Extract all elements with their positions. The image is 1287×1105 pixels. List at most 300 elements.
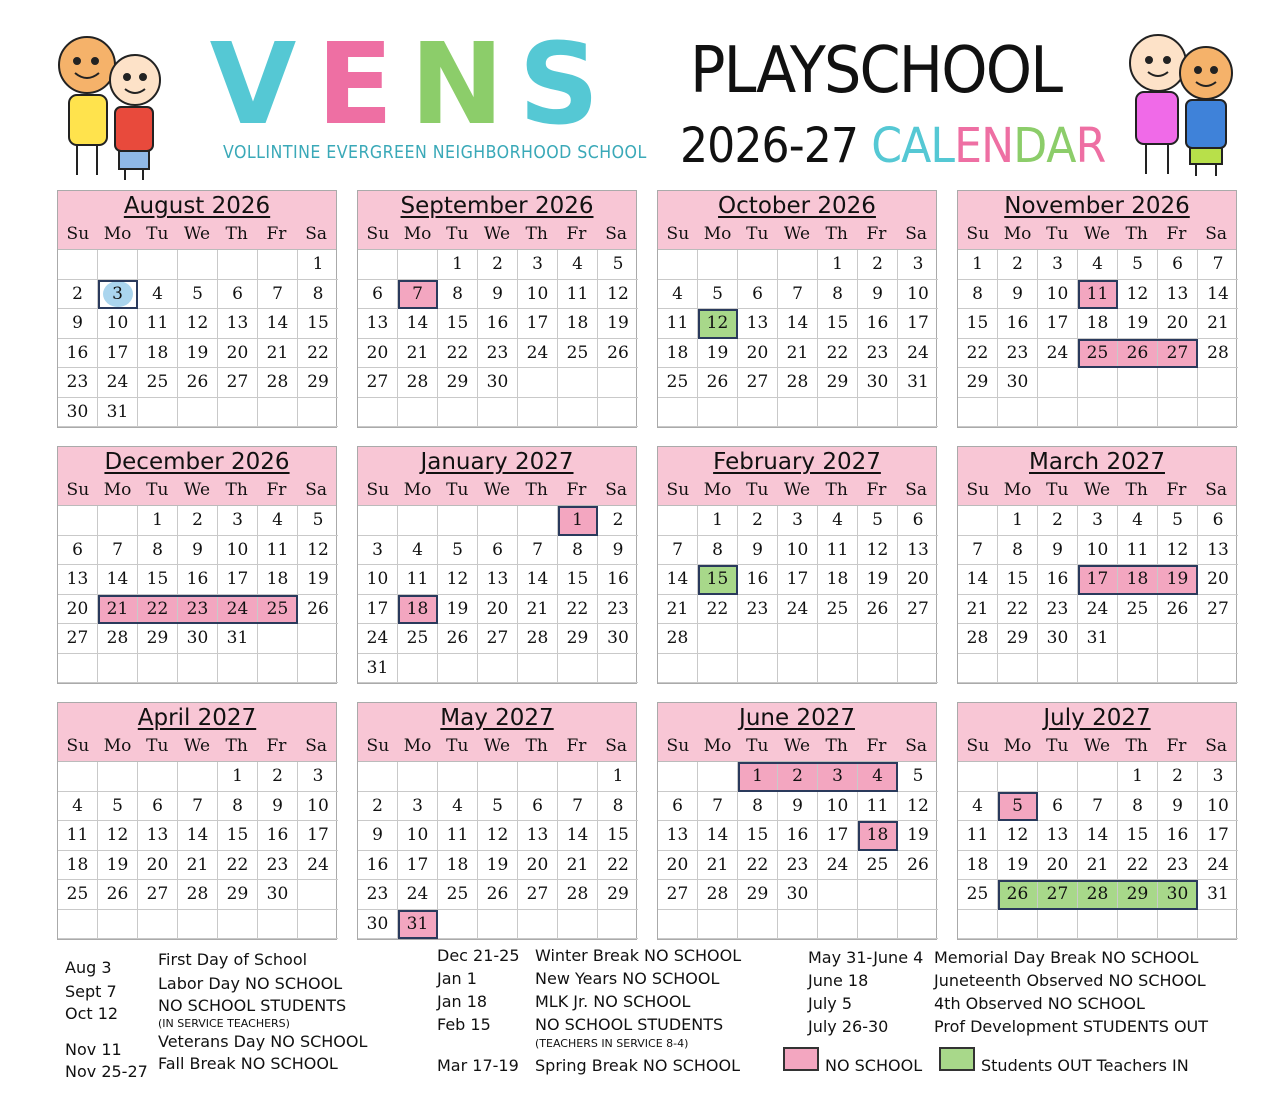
calendar-day: 26 bbox=[598, 339, 638, 369]
empty-day bbox=[58, 654, 98, 684]
empty-day bbox=[1118, 398, 1158, 428]
calendar-day: 17 bbox=[98, 339, 138, 369]
calendar-day: 8 bbox=[1118, 792, 1158, 822]
calendar-day: 17 bbox=[218, 565, 258, 595]
legend-event: Veterans Day NO SCHOOL bbox=[158, 1032, 368, 1051]
calendar-day: 11 bbox=[138, 309, 178, 339]
weekday-label: Sa bbox=[305, 480, 328, 500]
month-name: October 2026 bbox=[718, 193, 876, 219]
calendar-day: 28 bbox=[178, 880, 218, 910]
calendar-day: 10 bbox=[218, 536, 258, 566]
calendar-day: 21 bbox=[698, 851, 738, 881]
calendar-day: 4 bbox=[58, 792, 98, 822]
calendar-day: 6 bbox=[518, 792, 558, 822]
no-school-key-label: NO SCHOOL bbox=[825, 1056, 923, 1075]
calendar-day: 10 bbox=[778, 536, 818, 566]
empty-day bbox=[138, 762, 178, 792]
empty-day bbox=[1038, 398, 1078, 428]
weekday-label: Tu bbox=[1046, 736, 1069, 756]
weekday-label: Sa bbox=[605, 480, 628, 500]
weekday-label: Su bbox=[66, 224, 90, 244]
calendar-day: 16 bbox=[58, 339, 98, 369]
empty-day bbox=[1118, 654, 1158, 684]
weekday-label: Tu bbox=[746, 736, 769, 756]
calendar-day: 14 bbox=[658, 565, 698, 595]
calendar-day: 6 bbox=[1038, 792, 1078, 822]
month-card bbox=[957, 446, 1237, 684]
calendar-day: 2 bbox=[778, 762, 818, 792]
empty-day bbox=[398, 654, 438, 684]
calendar-day: 23 bbox=[58, 368, 98, 398]
calendar-day: 17 bbox=[778, 565, 818, 595]
empty-day bbox=[98, 762, 138, 792]
empty-day bbox=[438, 398, 478, 428]
calendar-day: 26 bbox=[1158, 595, 1198, 625]
calendar-day: 21 bbox=[258, 339, 298, 369]
calendar-day: 2 bbox=[1038, 506, 1078, 536]
weekday-label: Su bbox=[366, 736, 390, 756]
calendar-day: 13 bbox=[1038, 821, 1078, 851]
calendar-day: 16 bbox=[178, 565, 218, 595]
calendar-day: 24 bbox=[1038, 339, 1078, 369]
calendar-day: 16 bbox=[258, 821, 298, 851]
calendar-day: 7 bbox=[778, 280, 818, 310]
calendar-day: 20 bbox=[738, 339, 778, 369]
empty-day bbox=[658, 506, 698, 536]
calendar-day: 1 bbox=[218, 762, 258, 792]
calendar-day: 6 bbox=[658, 792, 698, 822]
calendar-day: 11 bbox=[858, 792, 898, 822]
calendar-day: 26 bbox=[858, 595, 898, 625]
empty-day bbox=[1198, 654, 1238, 684]
calendar-day: 9 bbox=[258, 792, 298, 822]
weekday-label: Fr bbox=[266, 480, 287, 500]
calendar-word-letter: E bbox=[954, 118, 982, 174]
calendar-day: 26 bbox=[478, 880, 518, 910]
weekday-label: Mo bbox=[703, 224, 732, 244]
calendar-day: 20 bbox=[138, 851, 178, 881]
calendar-day: 3 bbox=[98, 280, 138, 310]
calendar-day: 14 bbox=[1198, 280, 1238, 310]
calendar-day: 31 bbox=[218, 624, 258, 654]
calendar-day: 11 bbox=[818, 536, 858, 566]
calendar-word-letter: R bbox=[1075, 118, 1106, 174]
calendar-day: 28 bbox=[698, 880, 738, 910]
calendar-day: 7 bbox=[658, 536, 698, 566]
empty-day bbox=[1078, 910, 1118, 940]
empty-day bbox=[958, 654, 998, 684]
calendar-day: 14 bbox=[518, 565, 558, 595]
calendar-day: 5 bbox=[178, 280, 218, 310]
weekday-label: Su bbox=[666, 480, 690, 500]
weekday-label: Th bbox=[1125, 480, 1148, 500]
calendar-day: 17 bbox=[1198, 821, 1238, 851]
calendar-day: 13 bbox=[898, 536, 938, 566]
month-name: August 2026 bbox=[123, 193, 271, 219]
calendar-day: 20 bbox=[518, 851, 558, 881]
calendar-day: 29 bbox=[738, 880, 778, 910]
calendar-day: 14 bbox=[258, 309, 298, 339]
weekday-label: Fr bbox=[566, 224, 587, 244]
empty-day bbox=[858, 654, 898, 684]
calendar-day: 1 bbox=[698, 506, 738, 536]
calendar-day: 11 bbox=[398, 565, 438, 595]
calendar-day: 19 bbox=[998, 851, 1038, 881]
calendar-day: 23 bbox=[478, 339, 518, 369]
weekday-label: We bbox=[183, 224, 211, 244]
month-header bbox=[58, 703, 336, 762]
empty-day bbox=[998, 762, 1038, 792]
weekday-label: Tu bbox=[146, 736, 169, 756]
month-header bbox=[58, 191, 336, 250]
calendar-day: 18 bbox=[818, 565, 858, 595]
weekday-label: Th bbox=[825, 224, 848, 244]
calendar-day: 29 bbox=[598, 880, 638, 910]
weekday-label: Mo bbox=[103, 480, 132, 500]
calendar-day: 14 bbox=[778, 309, 818, 339]
calendar-day: 25 bbox=[138, 368, 178, 398]
empty-day bbox=[58, 506, 98, 536]
calendar-day: 12 bbox=[998, 821, 1038, 851]
empty-day bbox=[698, 624, 738, 654]
legend-event: Fall Break NO SCHOOL bbox=[158, 1054, 338, 1073]
calendar-day: 7 bbox=[558, 792, 598, 822]
calendar-day: 15 bbox=[598, 821, 638, 851]
empty-day bbox=[558, 368, 598, 398]
empty-day bbox=[438, 654, 478, 684]
calendar-day: 17 bbox=[298, 821, 338, 851]
calendar-day: 11 bbox=[58, 821, 98, 851]
calendar-day: 27 bbox=[478, 624, 518, 654]
logo-letter-n: N bbox=[410, 20, 504, 150]
calendar-day: 22 bbox=[818, 339, 858, 369]
empty-day bbox=[1078, 398, 1118, 428]
month-card bbox=[657, 190, 937, 428]
calendar-day: 7 bbox=[958, 536, 998, 566]
month-header bbox=[358, 703, 636, 762]
weekday-label: Sa bbox=[605, 224, 628, 244]
weekday-label: Su bbox=[666, 736, 690, 756]
empty-day bbox=[398, 506, 438, 536]
calendar-day: 24 bbox=[398, 880, 438, 910]
empty-day bbox=[258, 654, 298, 684]
calendar-day: 12 bbox=[898, 792, 938, 822]
calendar-day: 18 bbox=[58, 851, 98, 881]
calendar-day: 8 bbox=[438, 280, 478, 310]
legend-date: Oct 12 bbox=[65, 1004, 119, 1023]
weekday-label: Mo bbox=[103, 224, 132, 244]
weekday-label: Fr bbox=[1166, 224, 1187, 244]
month-header bbox=[358, 447, 636, 506]
calendar-day: 3 bbox=[818, 762, 858, 792]
month-name: November 2026 bbox=[1004, 193, 1190, 219]
month-card bbox=[657, 702, 937, 940]
empty-day bbox=[698, 398, 738, 428]
calendar-day: 3 bbox=[1038, 250, 1078, 280]
calendar-day: 21 bbox=[958, 595, 998, 625]
empty-day bbox=[738, 910, 778, 940]
calendar-day: 1 bbox=[558, 506, 598, 536]
weekday-label: Th bbox=[825, 736, 848, 756]
calendar-day: 30 bbox=[1158, 880, 1198, 910]
month-name: February 2027 bbox=[713, 449, 881, 475]
weekday-label: Tu bbox=[746, 224, 769, 244]
calendar-day: 16 bbox=[598, 565, 638, 595]
calendar-day: 16 bbox=[358, 851, 398, 881]
empty-day bbox=[138, 654, 178, 684]
calendar-day: 25 bbox=[1118, 595, 1158, 625]
calendar-day: 3 bbox=[778, 506, 818, 536]
empty-day bbox=[958, 506, 998, 536]
empty-day bbox=[138, 250, 178, 280]
month-header bbox=[658, 191, 936, 250]
calendar-day: 28 bbox=[1078, 880, 1118, 910]
empty-day bbox=[598, 910, 638, 940]
empty-day bbox=[1038, 762, 1078, 792]
calendar-day: 3 bbox=[518, 250, 558, 280]
calendar-day: 5 bbox=[98, 792, 138, 822]
empty-day bbox=[558, 910, 598, 940]
calendar-day: 4 bbox=[438, 792, 478, 822]
calendar-day: 21 bbox=[558, 851, 598, 881]
calendar-word-letter: N bbox=[981, 118, 1014, 174]
calendar-day: 28 bbox=[778, 368, 818, 398]
calendar-day: 19 bbox=[858, 565, 898, 595]
empty-day bbox=[1158, 624, 1198, 654]
empty-day bbox=[1038, 910, 1078, 940]
calendar-day: 23 bbox=[178, 595, 218, 625]
weekday-label: We bbox=[1083, 224, 1111, 244]
calendar-day: 6 bbox=[898, 506, 938, 536]
calendar-day: 18 bbox=[558, 309, 598, 339]
legend-event: First Day of School bbox=[158, 950, 308, 969]
calendar-day: 30 bbox=[598, 624, 638, 654]
calendar-day: 7 bbox=[1198, 250, 1238, 280]
weekday-label: Su bbox=[966, 480, 990, 500]
calendar-day: 31 bbox=[898, 368, 938, 398]
calendar-day: 15 bbox=[698, 565, 738, 595]
calendar-day: 25 bbox=[398, 624, 438, 654]
empty-day bbox=[98, 250, 138, 280]
calendar-day: 25 bbox=[58, 880, 98, 910]
weekday-label: Tu bbox=[446, 736, 469, 756]
calendar-day: 21 bbox=[1078, 851, 1118, 881]
empty-day bbox=[818, 880, 858, 910]
calendar-day: 10 bbox=[518, 280, 558, 310]
calendar-day: 18 bbox=[398, 595, 438, 625]
empty-day bbox=[1118, 910, 1158, 940]
empty-day bbox=[1118, 368, 1158, 398]
weekday-label: Th bbox=[225, 224, 248, 244]
calendar-day: 14 bbox=[398, 309, 438, 339]
calendar-day: 24 bbox=[778, 595, 818, 625]
calendar-day: 23 bbox=[858, 339, 898, 369]
legend-date: Nov 25-27 bbox=[65, 1062, 148, 1081]
calendar-word-letter: C bbox=[871, 118, 902, 174]
calendar-day: 28 bbox=[518, 624, 558, 654]
empty-day bbox=[178, 398, 218, 428]
empty-day bbox=[398, 250, 438, 280]
legend-date: July 26-30 bbox=[808, 1017, 889, 1036]
calendar-word-letter: D bbox=[1013, 118, 1047, 174]
calendar-day: 9 bbox=[998, 280, 1038, 310]
calendar-day: 31 bbox=[98, 398, 138, 428]
calendar-day: 27 bbox=[1158, 339, 1198, 369]
calendar-day: 14 bbox=[558, 821, 598, 851]
empty-day bbox=[958, 762, 998, 792]
calendar-day: 21 bbox=[178, 851, 218, 881]
weekday-label: Tu bbox=[146, 224, 169, 244]
weekday-label: Su bbox=[966, 224, 990, 244]
empty-day bbox=[698, 762, 738, 792]
calendar-day: 9 bbox=[738, 536, 778, 566]
calendar-day: 29 bbox=[958, 368, 998, 398]
month-name: January 2027 bbox=[420, 449, 574, 475]
empty-day bbox=[358, 250, 398, 280]
empty-day bbox=[218, 250, 258, 280]
calendar-day: 3 bbox=[1198, 762, 1238, 792]
calendar-day: 7 bbox=[178, 792, 218, 822]
calendar-day: 9 bbox=[1158, 792, 1198, 822]
weekday-label: Th bbox=[525, 480, 548, 500]
empty-day bbox=[58, 910, 98, 940]
empty-day bbox=[658, 398, 698, 428]
weekday-label: Fr bbox=[566, 480, 587, 500]
calendar-day: 30 bbox=[258, 880, 298, 910]
calendar-day: 9 bbox=[1038, 536, 1078, 566]
calendar-day: 18 bbox=[1078, 309, 1118, 339]
weekday-label: Th bbox=[1125, 736, 1148, 756]
empty-day bbox=[658, 910, 698, 940]
calendar-day: 15 bbox=[558, 565, 598, 595]
weekday-label: We bbox=[483, 736, 511, 756]
calendar-day: 19 bbox=[298, 565, 338, 595]
page-title: PLAYSCHOOL bbox=[690, 34, 1062, 108]
calendar-day: 10 bbox=[1078, 536, 1118, 566]
calendar-day: 27 bbox=[358, 368, 398, 398]
legend-event: Winter Break NO SCHOOL bbox=[535, 946, 742, 965]
calendar-day: 24 bbox=[218, 595, 258, 625]
calendar-day: 16 bbox=[998, 309, 1038, 339]
calendar-day: 6 bbox=[478, 536, 518, 566]
empty-day bbox=[658, 250, 698, 280]
calendar-day: 21 bbox=[98, 595, 138, 625]
empty-day bbox=[778, 654, 818, 684]
legend-date: Aug 3 bbox=[65, 958, 112, 977]
month-card bbox=[57, 446, 337, 684]
legend-event: Memorial Day Break NO SCHOOL bbox=[934, 948, 1199, 967]
calendar-day: 29 bbox=[1118, 880, 1158, 910]
calendar-day: 22 bbox=[958, 339, 998, 369]
calendar-day: 28 bbox=[98, 624, 138, 654]
calendar-day: 31 bbox=[398, 910, 438, 940]
weekday-label: Mo bbox=[103, 736, 132, 756]
calendar-day: 26 bbox=[438, 624, 478, 654]
month-name: April 2027 bbox=[137, 705, 257, 731]
calendar-day: 21 bbox=[398, 339, 438, 369]
calendar-day: 5 bbox=[298, 506, 338, 536]
calendar-day: 29 bbox=[138, 624, 178, 654]
calendar-day: 11 bbox=[258, 536, 298, 566]
legend-date: Feb 15 bbox=[437, 1015, 491, 1034]
weekday-label: Mo bbox=[403, 736, 432, 756]
calendar-day: 29 bbox=[218, 880, 258, 910]
calendar-day: 10 bbox=[818, 792, 858, 822]
month-card bbox=[357, 702, 637, 940]
calendar-day: 23 bbox=[778, 851, 818, 881]
empty-day bbox=[178, 654, 218, 684]
calendar-day: 1 bbox=[138, 506, 178, 536]
empty-day bbox=[178, 762, 218, 792]
month-name: June 2027 bbox=[739, 705, 855, 731]
calendar-day: 8 bbox=[958, 280, 998, 310]
calendar-day: 6 bbox=[58, 536, 98, 566]
weekday-label: Mo bbox=[403, 480, 432, 500]
empty-day bbox=[518, 910, 558, 940]
weekday-label: Sa bbox=[305, 736, 328, 756]
month-name: December 2026 bbox=[104, 449, 290, 475]
calendar-day: 28 bbox=[958, 624, 998, 654]
calendar-day: 19 bbox=[1158, 565, 1198, 595]
empty-day bbox=[218, 654, 258, 684]
calendar-day: 4 bbox=[138, 280, 178, 310]
empty-day bbox=[738, 654, 778, 684]
calendar-day: 7 bbox=[518, 536, 558, 566]
calendar-day: 13 bbox=[478, 565, 518, 595]
calendar-day: 27 bbox=[658, 880, 698, 910]
calendar-day: 17 bbox=[518, 309, 558, 339]
empty-day bbox=[778, 250, 818, 280]
calendar-day: 4 bbox=[558, 250, 598, 280]
calendar-day: 30 bbox=[358, 910, 398, 940]
weekday-label: Fr bbox=[1166, 480, 1187, 500]
empty-day bbox=[958, 398, 998, 428]
empty-day bbox=[738, 624, 778, 654]
weekday-label: Th bbox=[525, 736, 548, 756]
calendar-day: 13 bbox=[1198, 536, 1238, 566]
calendar-day: 22 bbox=[438, 339, 478, 369]
weekday-label: Su bbox=[366, 480, 390, 500]
calendar-day: 8 bbox=[998, 536, 1038, 566]
calendar-day: 17 bbox=[818, 821, 858, 851]
weekday-label: Th bbox=[225, 736, 248, 756]
empty-day bbox=[1198, 368, 1238, 398]
calendar-day: 15 bbox=[998, 565, 1038, 595]
month-card bbox=[957, 190, 1237, 428]
calendar-day: 3 bbox=[358, 536, 398, 566]
empty-day bbox=[698, 910, 738, 940]
calendar-day: 19 bbox=[698, 339, 738, 369]
calendar-day: 2 bbox=[58, 280, 98, 310]
calendar-day: 1 bbox=[738, 762, 778, 792]
weekday-label: Sa bbox=[605, 736, 628, 756]
calendar-day: 19 bbox=[598, 309, 638, 339]
calendar-day: 4 bbox=[1078, 250, 1118, 280]
calendar-day: 9 bbox=[858, 280, 898, 310]
empty-day bbox=[98, 654, 138, 684]
legend-event: Juneteenth Observed NO SCHOOL bbox=[934, 971, 1206, 990]
legend-date: July 5 bbox=[808, 994, 853, 1013]
empty-day bbox=[478, 910, 518, 940]
empty-day bbox=[218, 910, 258, 940]
weekday-label: Fr bbox=[566, 736, 587, 756]
calendar-day: 15 bbox=[298, 309, 338, 339]
calendar-day: 31 bbox=[358, 654, 398, 684]
calendar-day: 13 bbox=[138, 821, 178, 851]
calendar-day: 6 bbox=[1158, 250, 1198, 280]
calendar-day: 16 bbox=[858, 309, 898, 339]
empty-day bbox=[558, 398, 598, 428]
